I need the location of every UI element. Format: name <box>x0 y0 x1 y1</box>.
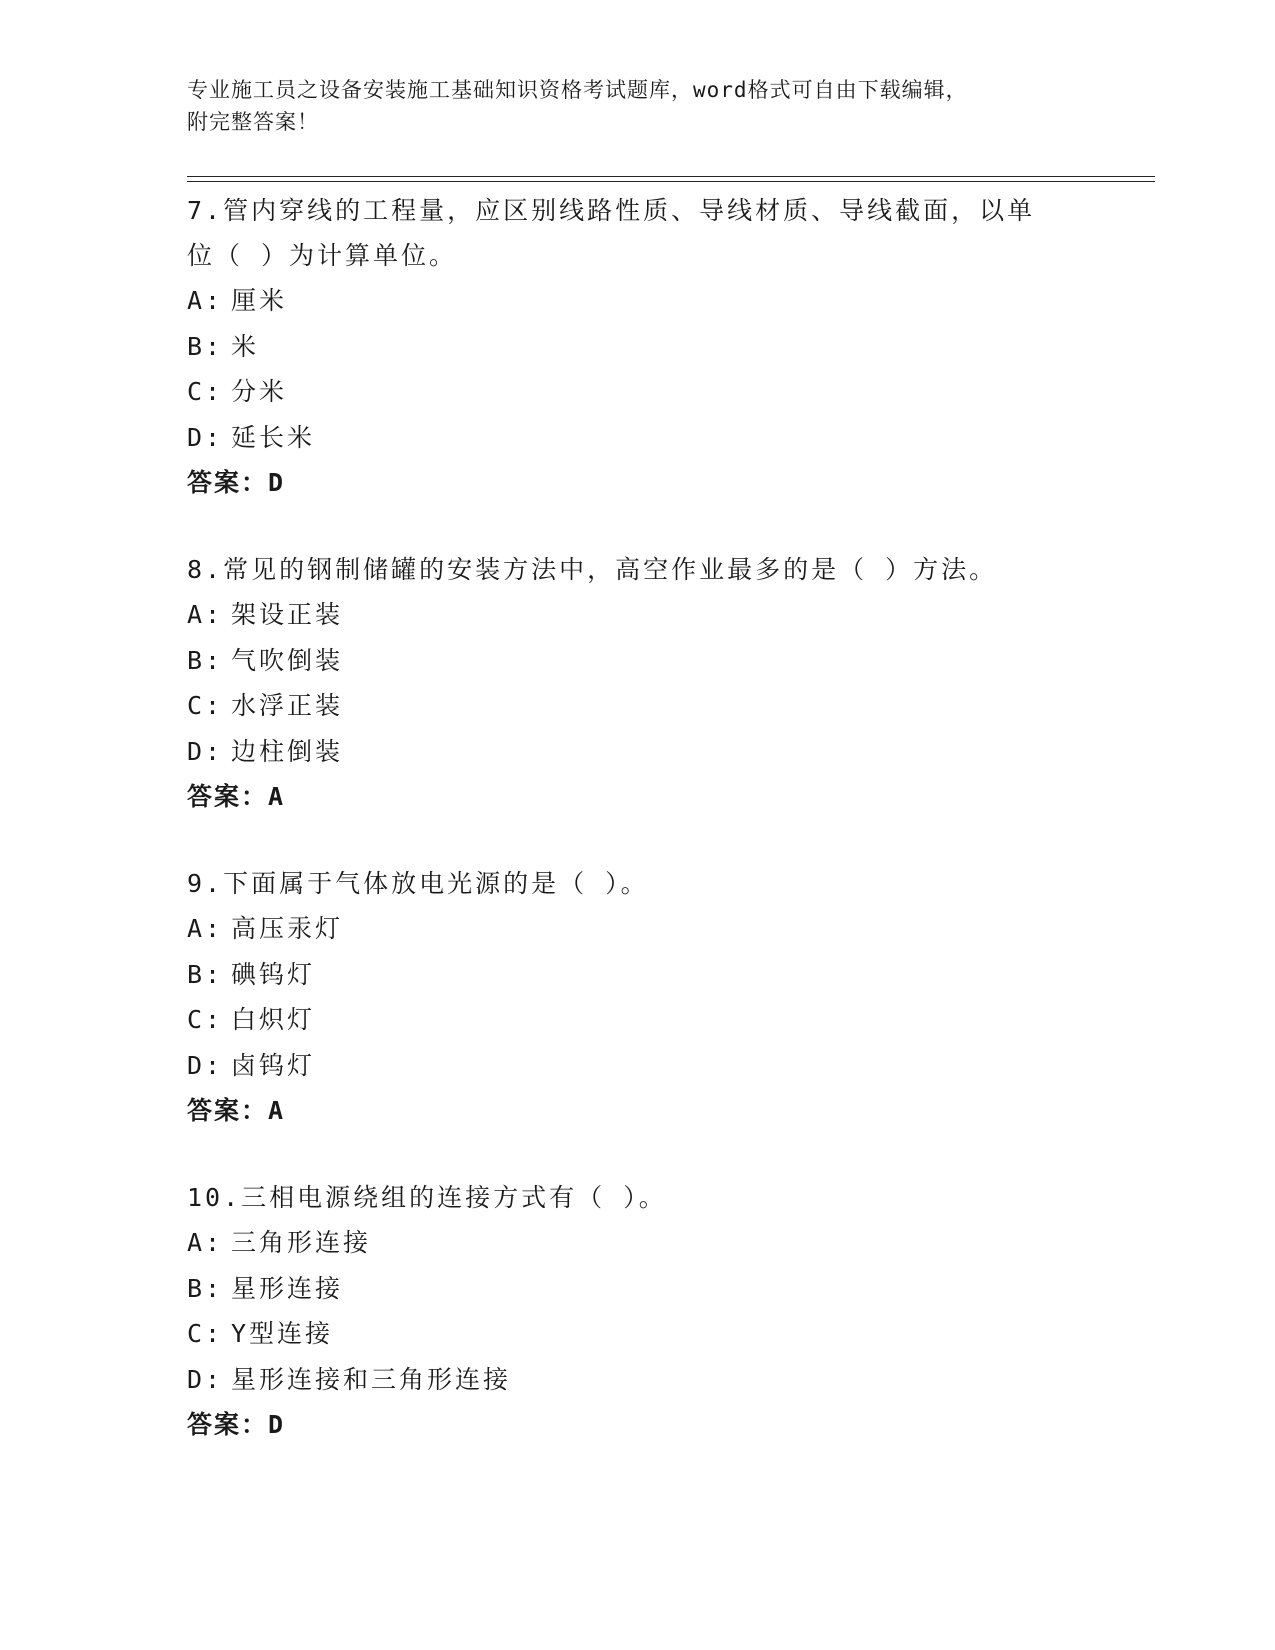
option-key: A: <box>187 286 224 315</box>
question-stem-line-1: 9.下面属于气体放电光源的是（ ）。 <box>187 869 649 898</box>
option-text: 卤钨灯 <box>231 1050 316 1080</box>
question-stem-line-1: 8.常见的钢制储罐的安装方法中，高空作业最多的是（ ）方法。 <box>187 555 998 584</box>
option-a <box>187 906 1087 952</box>
question-stem <box>187 188 1087 278</box>
option-b <box>187 952 1087 998</box>
option-text: 米 <box>231 331 260 361</box>
option-d <box>187 1043 1087 1089</box>
question-stem-line-2: 位（ ）为计算单位。 <box>187 241 458 270</box>
question-stem <box>187 861 1087 906</box>
option-text: 架设正装 <box>231 600 344 629</box>
option-key: B: <box>187 645 224 675</box>
option-key: A: <box>187 914 224 943</box>
option-a <box>187 592 1087 638</box>
option-key: C: <box>187 1005 224 1034</box>
option-text: 三角形连接 <box>231 1228 372 1257</box>
option-text: 气吹倒装 <box>231 645 344 675</box>
header-line-1: 专业施工员之设备安装施工基础知识资格考试题库，word格式可自由下载编辑， <box>187 78 968 102</box>
question-10 <box>187 1175 1087 1447</box>
question-8 <box>187 547 1087 819</box>
question-7 <box>187 188 1087 505</box>
option-c <box>187 1311 1087 1357</box>
header-divider-top <box>187 176 1155 177</box>
option-a <box>187 278 1087 324</box>
option-b <box>187 638 1087 684</box>
question-stem <box>187 547 1087 592</box>
option-text: 边柱倒装 <box>231 736 344 766</box>
option-key: C: <box>187 1319 224 1348</box>
option-c <box>187 683 1087 729</box>
option-b <box>187 1266 1087 1312</box>
question-stem <box>187 1175 1087 1220</box>
option-d <box>187 1357 1087 1403</box>
option-b <box>187 324 1087 370</box>
option-text: 厘米 <box>231 286 288 315</box>
option-d <box>187 729 1087 775</box>
option-key: D: <box>187 1050 224 1080</box>
option-d <box>187 415 1087 461</box>
option-key: B: <box>187 331 224 361</box>
option-c <box>187 369 1087 415</box>
option-c <box>187 997 1087 1043</box>
option-key: A: <box>187 1228 224 1257</box>
option-key: C: <box>187 377 224 406</box>
option-text: 水浮正装 <box>231 691 344 720</box>
option-key: C: <box>187 691 224 720</box>
option-key: D: <box>187 422 224 452</box>
header-line-2: 附完整答案！ <box>187 110 319 134</box>
answer-line: 答案：D <box>187 468 286 497</box>
question-list <box>187 188 1087 1489</box>
question-stem-line-1: 7.管内穿线的工程量，应区别线路性质、导线材质、导线截面，以单 <box>187 196 1036 225</box>
answer-line: 答案：D <box>187 1410 286 1439</box>
option-key: D: <box>187 736 224 766</box>
question-stem-line-1: 10.三相电源绕组的连接方式有（ ）。 <box>187 1183 667 1212</box>
option-text: Y型连接 <box>231 1319 334 1348</box>
option-text: 延长米 <box>231 422 316 452</box>
answer-line: 答案：A <box>187 782 286 811</box>
question-9 <box>187 861 1087 1133</box>
option-key: D: <box>187 1364 224 1394</box>
option-key: B: <box>187 1273 224 1303</box>
option-key: A: <box>187 600 224 629</box>
option-text: 碘钨灯 <box>231 959 316 989</box>
option-a <box>187 1220 1087 1266</box>
option-text: 星形连接和三角形连接 <box>231 1364 512 1394</box>
option-text: 白炽灯 <box>231 1005 316 1034</box>
option-text: 分米 <box>231 377 288 406</box>
option-text: 高压汞灯 <box>231 914 344 943</box>
answer-line: 答案：A <box>187 1096 286 1125</box>
document-header <box>187 74 1087 138</box>
header-divider-bottom <box>187 181 1155 182</box>
option-text: 星形连接 <box>231 1273 344 1303</box>
option-key: B: <box>187 959 224 989</box>
